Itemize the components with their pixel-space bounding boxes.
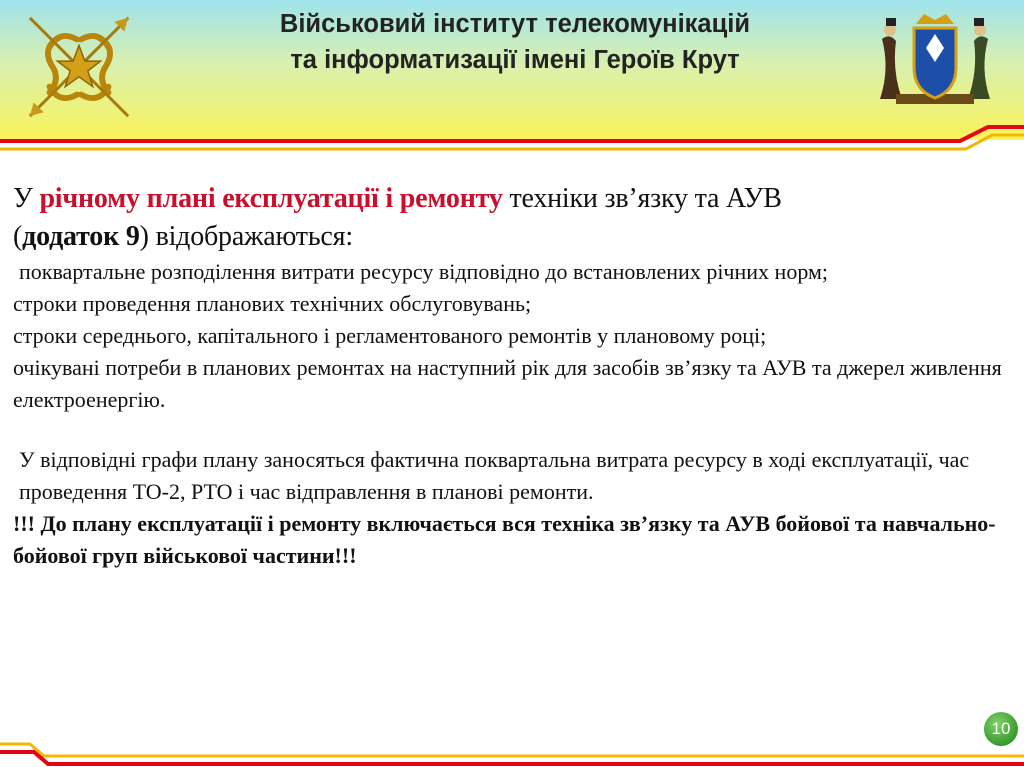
intro-paragraph	[13, 180, 1008, 256]
intro-prefix: У	[13, 183, 40, 214]
header-divider	[0, 118, 1024, 154]
list-item: очікувані потреби в планових ремонтах на наступний рік для засобів зв’язку та АУВ та джерел живлення електроенергію.	[13, 355, 1002, 412]
intro-after-highlight: техніки зв’язку та АУВ	[502, 183, 782, 214]
paragraph-2: У відповідні графи плану заносяться фактична поквартальна витрата ресурсу в ході експлуатації, час проведення ТО-2, РТО і час відправлення в планові ремонти.	[19, 447, 970, 504]
intro-appendix: додаток 9	[22, 221, 140, 252]
list-item: строки середнього, капітального і регламентованого ремонтів у плановому році;	[13, 323, 767, 348]
intro-paren-open: (	[13, 221, 23, 252]
intro-rest: ) відображаються:	[139, 221, 353, 252]
intro-highlight: річному плані експлуатації і ремонту	[39, 183, 503, 214]
institute-coat-of-arms-icon	[870, 4, 1000, 114]
list-item: поквартальне розподілення витрати ресурсу відповідно до встановлених річних норм;	[19, 259, 829, 284]
slide-body	[13, 180, 1008, 572]
title-line-1: Військовий інститут телекомунікацій	[279, 10, 751, 38]
list-item: строки проведення планових технічних обслуговувань;	[13, 291, 532, 316]
footer-divider	[0, 722, 1024, 766]
slide-header	[0, 0, 1024, 140]
warning-paragraph: !!! До плану експлуатації і ремонту включається вся техніка зв’язку та АУВ бойової та навчально-бойової груп військової частини!!!	[13, 511, 996, 568]
title-line-2: та інформатизації імені Героїв Крут	[290, 46, 740, 74]
page-title	[150, 6, 880, 78]
page-number-badge: 10	[984, 712, 1018, 746]
paragraph-spacer	[13, 416, 1008, 444]
signal-corps-emblem-icon	[20, 8, 138, 126]
